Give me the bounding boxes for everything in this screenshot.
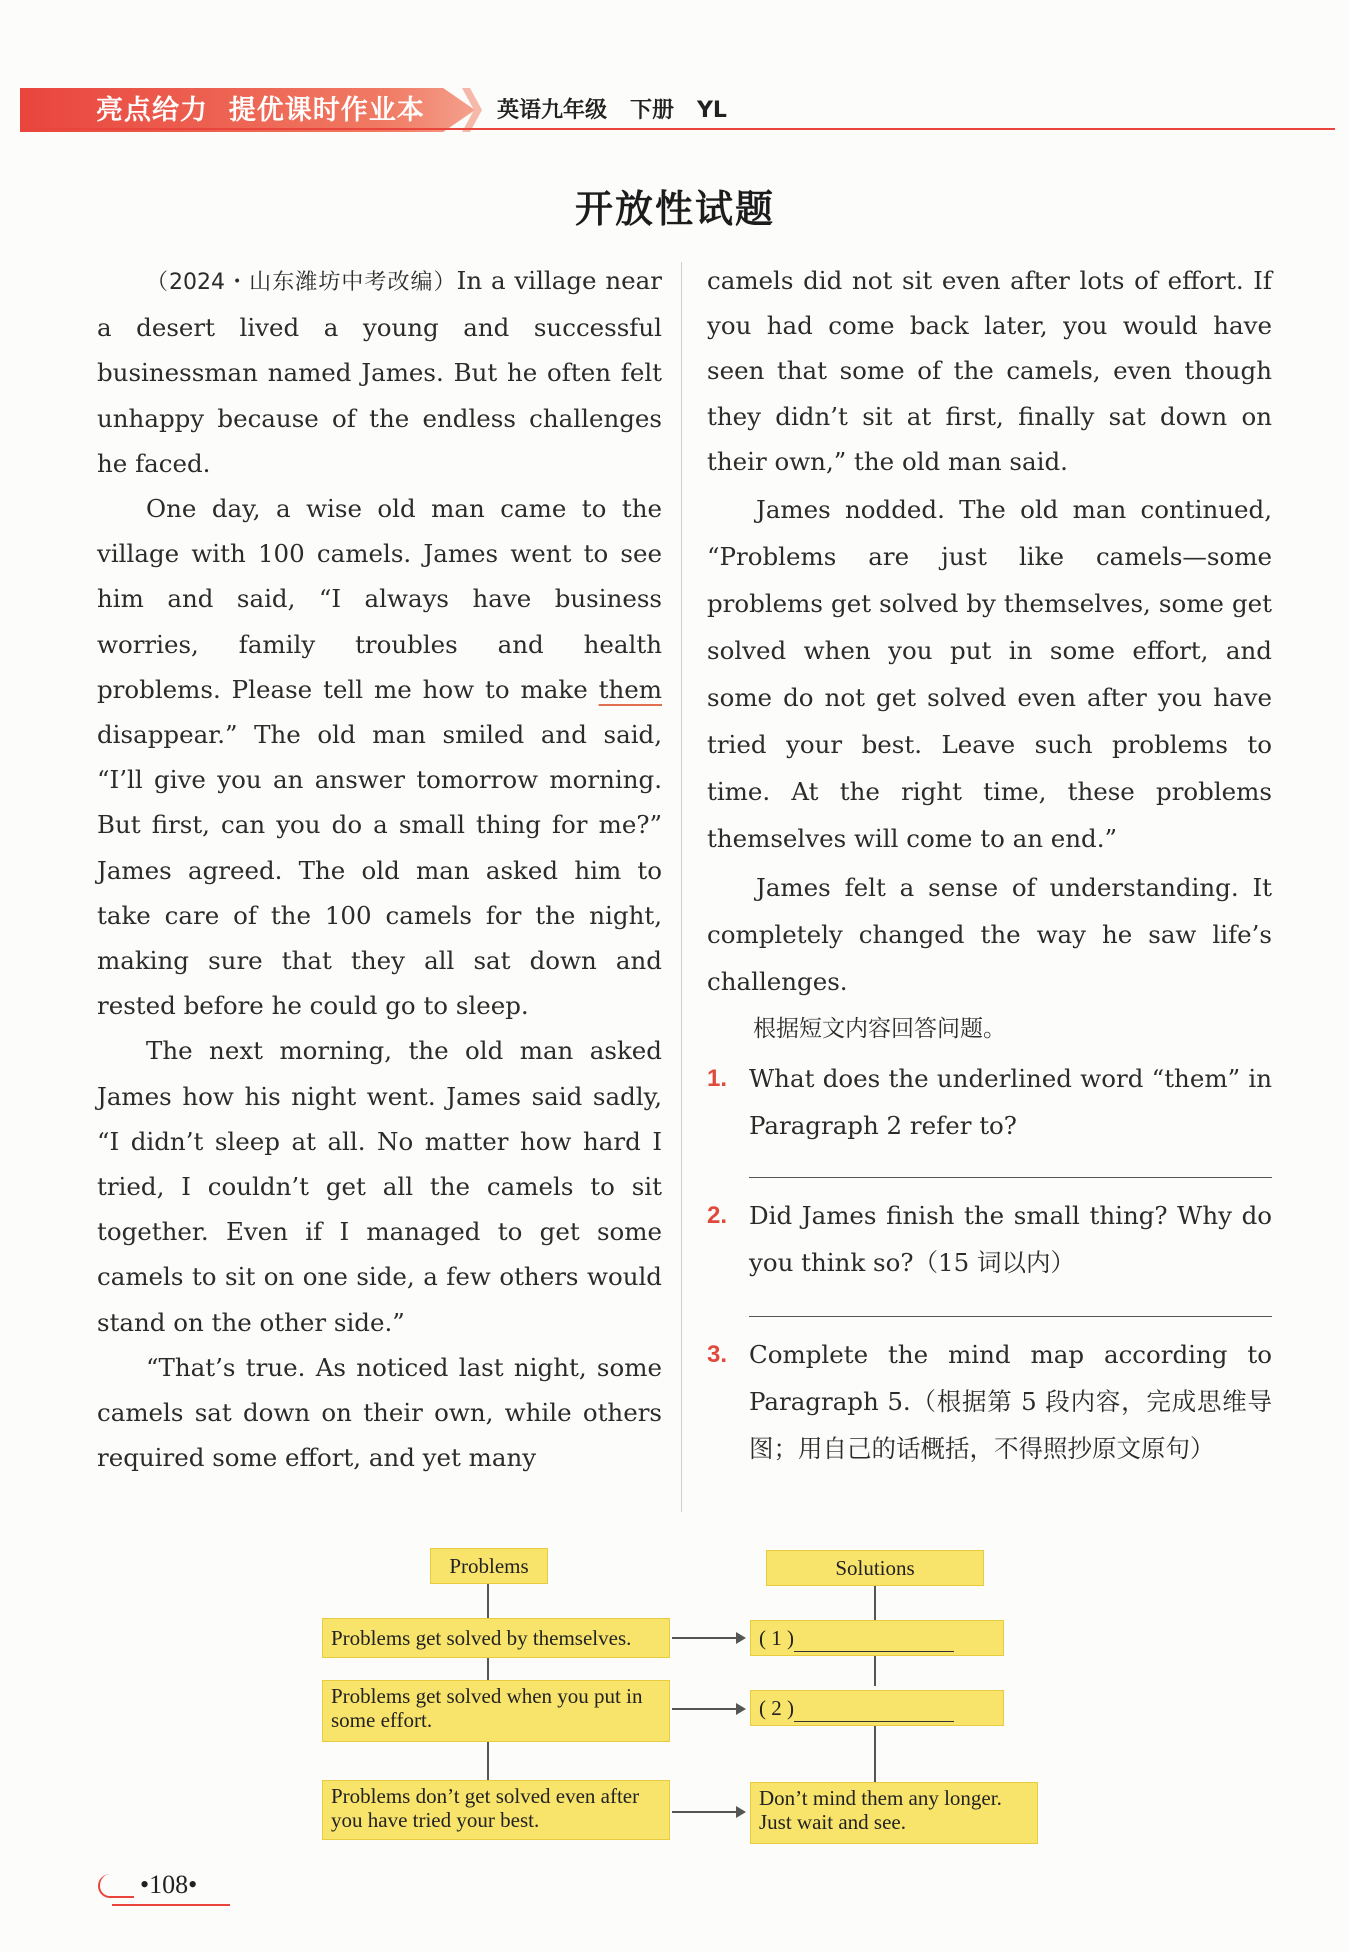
blank-label-1: ( 1 ) [759,1626,794,1650]
paragraph-4-end: camels did not sit even after lots of effort. If you had come back later, you would have seen that some of the camels, even though they didn’t sit at first, finally sat down on their own,” the old man said. [707,266,1272,476]
blank-label-2: ( 2 ) [759,1696,794,1720]
paragraph-2-part-a: One day, a wise old man came to the village with 100 camels. James went to see him and said, “I always have business worries, family troubles and health problems. Please tell me how to make [97,494,662,704]
question-number: 1. [707,1065,728,1093]
connector-line [487,1584,489,1618]
solution-box-1[interactable] [750,1620,1004,1656]
column-divider [681,262,682,1512]
paragraph-2 [97,486,662,1028]
solution-box-2[interactable] [750,1690,1004,1726]
header-brand: 亮点给力 提优课时作业本 [96,95,425,126]
problems-header: Problems [430,1548,548,1584]
answer-line-1[interactable] [749,1177,1272,1178]
arrow-3 [672,1811,744,1813]
connector-line [874,1656,876,1686]
instruction: 根据短文内容回答问题。 [753,1016,1006,1043]
connector-line [874,1586,876,1620]
paragraph-3: The next morning, the old man asked James how his night went. James said sadly, “I didn’t sleep at all. No matter how hard I tried, I couldn’t get all the camels to sit together. Even if I managed to get some camels to sit on one side, a few others would stand on the other side.” [97,1036,662,1337]
page-number-ornament [98,1874,134,1898]
solutions-header: Solutions [766,1550,984,1586]
question-number: 3. [707,1341,728,1369]
blank-line-1[interactable] [794,1633,954,1652]
connector-line [874,1726,876,1783]
problem-box-1: Problems get solved by themselves. [322,1618,670,1658]
question-number: 2. [707,1202,728,1230]
paragraph-1 [97,258,662,486]
page-number: •108• [140,1870,198,1899]
right-column [707,258,1272,1472]
question-2 [707,1192,1272,1286]
problem-box-2: Problems get solved when you put in some effort. [322,1680,670,1742]
left-column [97,258,662,1480]
answer-line-2[interactable] [749,1316,1272,1317]
header-rule [20,128,1335,130]
header-subject: 英语九年级 下册 YL [497,98,727,123]
question-text: What does the underlined word “them” in Paragraph 2 refer to? [749,1064,1272,1141]
arrow-2 [672,1708,744,1710]
source-note: （2024・山东潍坊中考改编） [146,270,457,295]
paragraph-2-part-b: disappear.” The old man smiled and said, “I’ll give you an answer tomorrow morning. But first, can you do a small thing for me?” James agreed. The old man asked him to take care of the 100 camels for the night, making sure that they all sat down and rested before he could go to sleep. [97,720,662,1021]
question-text: Complete the mind map according to Paragraph 5.（根据第 5 段内容，完成思维导图；用自己的话概括，不得照抄原文原句） [749,1340,1272,1464]
paragraph-1-text: In a village near a desert lived a young and successful businessman named James. But he often felt unhappy because of the endless challenges he faced. [97,266,662,478]
question-3 [707,1331,1272,1472]
underlined-word: them [598,674,662,704]
page-number-rule [112,1904,230,1906]
paragraph-4-start: “That’s true. As noticed last night, some camels sat down on their own, while others required some effort, and yet many [97,1352,662,1473]
connector-line [487,1658,489,1680]
question-text: Did James finish the small thing? Why do you think so?（15 词以内） [749,1201,1272,1278]
blank-line-2[interactable] [794,1703,954,1722]
problem-box-3: Problems don’t get solved even after you have tried your best. [322,1780,670,1840]
question-1 [707,1055,1272,1149]
paragraph-6: James felt a sense of understanding. It completely changed the way he saw life’s challenges. [707,873,1272,997]
paragraph-5: James nodded. The old man continued, “Problems are just like camels—some problems get solved by themselves, some get solved when you put in some effort, and some do not get solved even after you have tried your best. Leave such problems to time. At the right time, these problems themselves will come to an end.” [707,495,1272,854]
arrow-1 [672,1637,744,1639]
solution-box-3: Don’t mind them any longer. Just wait and see. [750,1782,1038,1844]
page-title: 开放性试题 [574,186,775,231]
connector-line [487,1741,489,1783]
